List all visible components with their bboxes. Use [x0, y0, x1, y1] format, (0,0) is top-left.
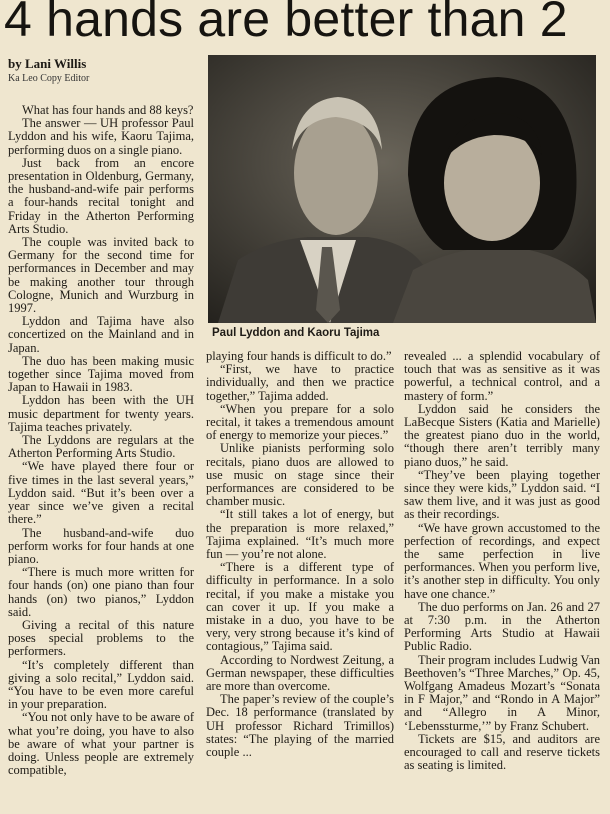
paragraph: The Lyddons are regulars at the Atherton Performing Arts Studio. [8, 433, 194, 461]
paragraph: “We have played there four or five times in the last several years,” Lyddon said. “But it’s been over a year since we’ve given a recital there.” [8, 459, 194, 527]
paragraph: The duo has been making music together since Tajima moved from Japan to Hawaii in 1983. [8, 353, 194, 395]
couple-photo-illustration [208, 55, 596, 323]
man-face [294, 111, 378, 235]
paragraph: “When you prepare for a solo recital, it takes a tremendous amount of energy to memorize your pieces.” [206, 401, 394, 443]
photo [208, 55, 596, 323]
headline: 4 hands are better than 2 [4, 0, 568, 47]
paragraph: “There is much more written for four hands (on) one piano than four hands (on) two pianos,” Lyddon said. [8, 565, 194, 619]
paragraph: The couple was invited back to Germany for the second time for performances in December and may be making another tour through Cologne, Munich and Wurzburg in 1997. [8, 235, 194, 316]
paragraph: “There is a different type of difficulty in performance. In a solo recital, if you make a mistake you can cover it up. If you make a mistake in a duo, you have to be very, very strong because it’s kind of contagious,” Tajima said. [206, 560, 394, 654]
paragraph: Unlike pianists performing solo recitals, piano duos are allowed to use music on stage since their performances are considered to be chamber music. [206, 441, 394, 509]
paragraph: The paper’s review of the couple’s Dec. 18 performance (translated by UH professor Richard Trimillos) states: “The playing of the married couple ... [206, 692, 394, 760]
paragraph: “It’s completely different than giving a solo recital,” Lyddon said. “You have to be even more careful in your preparation. [8, 657, 194, 712]
article-column-2 [206, 350, 394, 759]
paragraph: Lyddon and Tajima have also concertized on the Mainland and in Japan. [8, 314, 194, 355]
paragraph: Lyddon said he considers the LaBecque Sisters (Katia and Marielle) the greatest piano duo in the world, “though there aren’t terribly many piano duos,” he said. [404, 401, 600, 469]
paragraph: “First, we have to practice individually, and then we practice together,” Tajima added. [206, 362, 394, 403]
paragraph: Tickets are $15, and auditors are encouraged to call and reserve tickets as seating is limited. [404, 731, 600, 773]
paragraph: Giving a recital of this nature poses special problems to the performers. [8, 617, 194, 659]
paragraph: According to Nordwest Zeitung, a German newspaper, these difficulties are more than overcome. [206, 652, 394, 694]
paragraph: playing four hands is difficult to do.” [206, 349, 392, 363]
paragraph: “You not only have to be aware of what you’re doing, you have to also be aware of what your partner is doing. Unless people are extremely compatible, [8, 710, 194, 778]
paragraph: “We have grown accustomed to the perfection of recordings, and expect the same perfection in live performances. When you perform live, it’s another step in difficulty. You only have one chance.” [404, 520, 600, 601]
paragraph: “They’ve been playing together since they were kids,” Lyddon said. “I saw them live, and it was just as good as their recordings. [404, 467, 600, 522]
paragraph: “It still takes a lot of energy, but the preparation is more relaxed,” Tajima explained. “It’s much more fun — you’re not alone. [206, 507, 394, 562]
paragraph: Lyddon has been with the UH music department for twenty years. Tajima teaches privately. [8, 393, 194, 434]
paragraph: The duo performs on Jan. 26 and 27 at 7:30 p.m. in the Atherton Performing Arts Studio at Hawaii Public Radio. [404, 599, 600, 654]
article-column-1 [8, 104, 194, 777]
paragraph: What has four hands and 88 keys? [22, 103, 194, 117]
paragraph: The husband-and-wife duo perform works for four hands at one piano. [8, 525, 194, 566]
paragraph: Just back from an encore presentation in Oldenburg, Germany, the husband-and-wife pair performs a four-hands recital tonight and Friday in the Atherton Performing Arts Studio. [8, 155, 194, 236]
photo-caption: Paul Lyddon and Kaoru Tajima [212, 327, 380, 339]
article-column-3 [404, 350, 600, 773]
paragraph: revealed ... a splendid vocabulary of touch that was as sensitive as it was powerful, a technical control, and a mastery of form.” [404, 349, 600, 403]
paragraph: The answer — UH professor Paul Lyddon and his wife, Kaoru Tajima, performing duos on a single piano. [8, 116, 194, 157]
byline: by Lani Willis [8, 56, 87, 71]
paragraph: Their program includes Ludwig Van Beethoven’s “Three Marches,” Op. 45, Wolfgang Amadeus Mozart’s “Sonata in F Major,” and “Rondo in A Major” and “Allegro in A Minor, ‘Lebenssturme,’” by Franz Schubert. [404, 652, 600, 733]
byline-role: Ka Leo Copy Editor [8, 73, 90, 84]
